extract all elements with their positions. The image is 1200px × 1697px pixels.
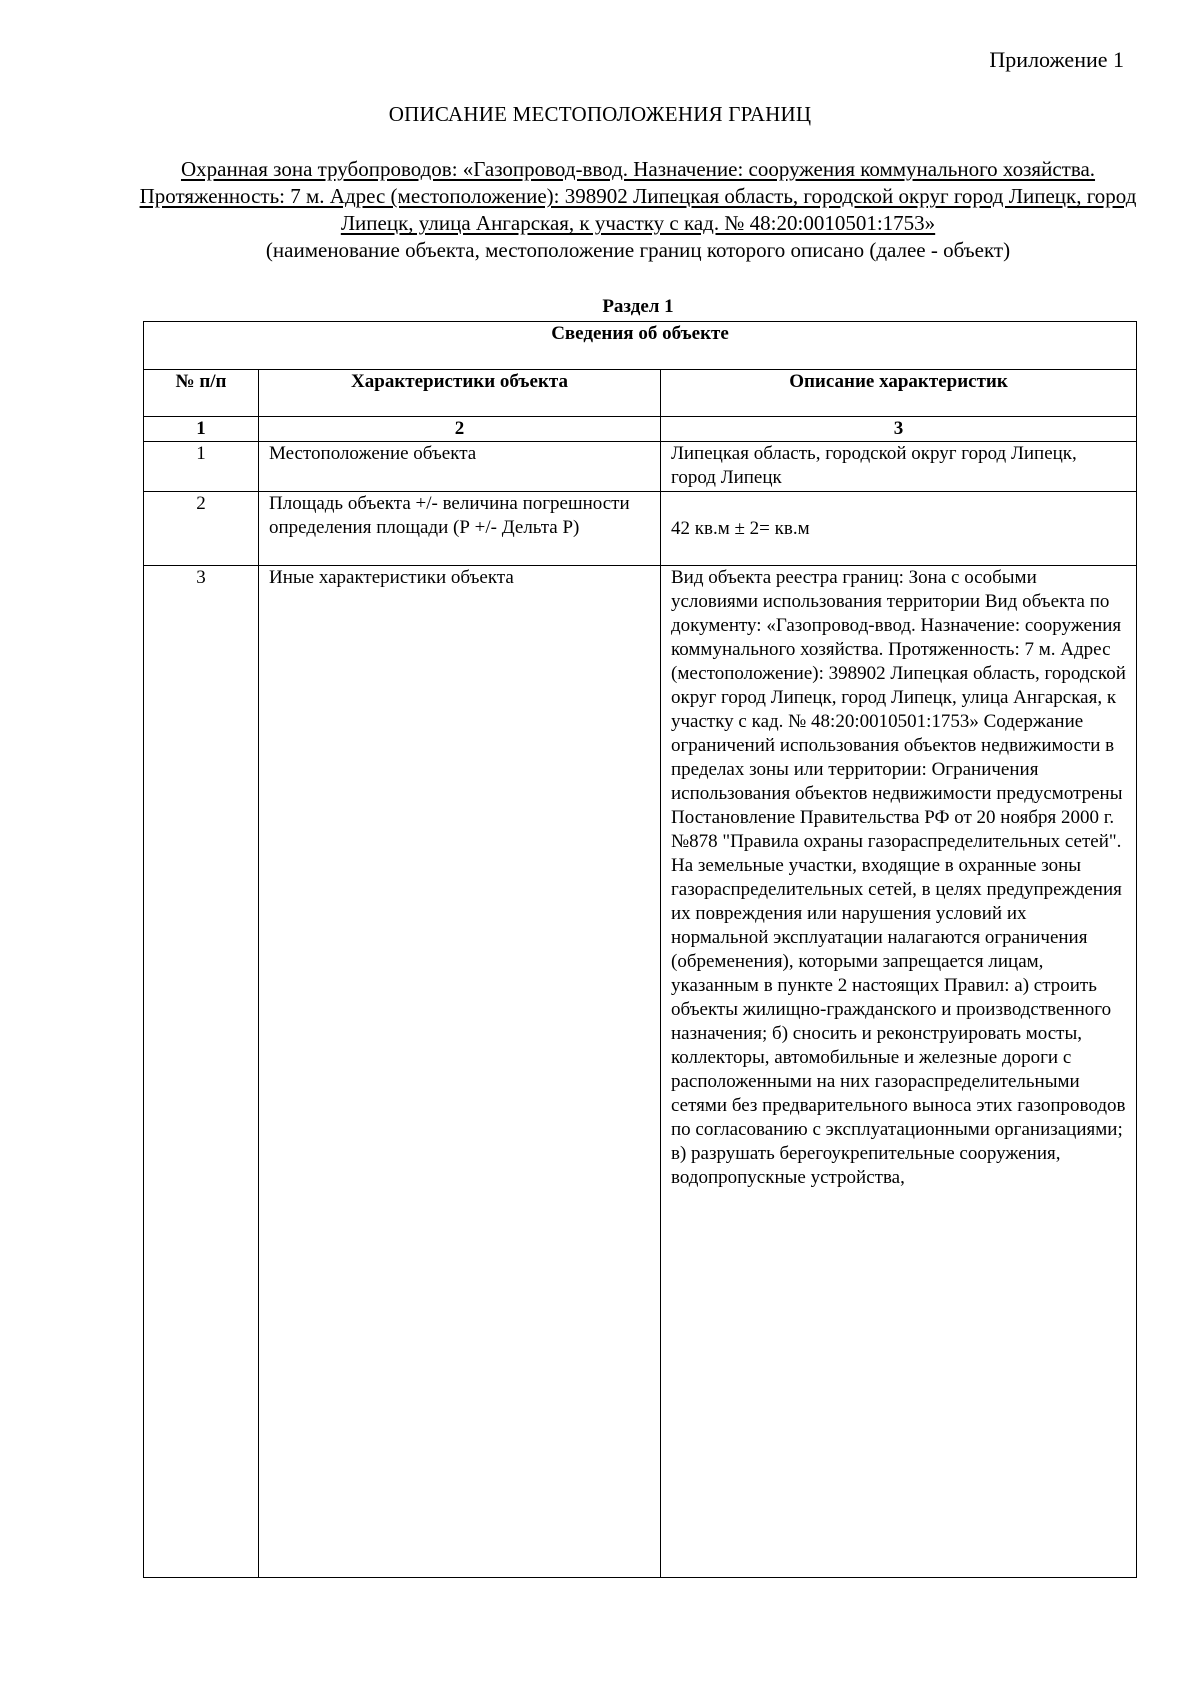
row-description: 42 кв.м ± 2= кв.м bbox=[661, 492, 1137, 566]
column-header-characteristic: Характеристики объекта bbox=[259, 370, 661, 417]
object-info-table bbox=[143, 321, 1137, 1578]
column-header-row bbox=[144, 370, 1137, 417]
row-number: 3 bbox=[144, 566, 259, 1578]
table-row bbox=[144, 566, 1137, 1578]
table-title-row bbox=[144, 322, 1137, 370]
column-number-row bbox=[144, 417, 1137, 442]
table-title: Сведения об объекте bbox=[144, 322, 1137, 370]
column-number-3: 3 bbox=[661, 417, 1137, 442]
object-caption: (наименование объекта, местоположение границ которого описано (далее - объект) bbox=[265, 238, 1011, 262]
appendix-label: Приложение 1 bbox=[989, 47, 1124, 72]
document-title: ОПИСАНИЕ МЕСТОПОЛОЖЕНИЯ ГРАНИЦ bbox=[388, 102, 812, 126]
column-header-number: № п/п bbox=[144, 370, 259, 417]
table-row bbox=[144, 492, 1137, 566]
row-number: 2 bbox=[144, 492, 259, 566]
column-number-2: 2 bbox=[259, 417, 661, 442]
column-header-description: Описание характеристик bbox=[661, 370, 1137, 417]
row-number: 1 bbox=[144, 442, 259, 492]
row-characteristic: Иные характеристики объекта bbox=[259, 566, 661, 1578]
row-description: Вид объекта реестра границ: Зона с особыми условиями использования территории Вид объекта по документу: «Газопровод-ввод. Назначение: сооружения коммунального хозяйства. Протяженность: 7 м. Адрес (местоположение): 398902 Липецкая область, городской округ город Липецк, город Липецк, улица Ангарская, к участку с кад. № 48:20:0010501:1753» Содержание ограничений использования объектов недвижимости в пределах зоны или территории: Ограничения использования объектов недвижимости предусмотрены Постановление Правительства РФ от 20 ноября 2000 г. №878 "Правила охраны газораспределительных сетей". На земельные участки, входящие в охранные зоны газораспределительных сетей, в целях предупреждения их повреждения или нарушения условий их нормальной эксплуатации налагаются ограничения (обременения), которыми запрещается лицам, указанным в пункте 2 настоящих Правил: а) строить объекты жилищно-гражданского и производственного назначения; б) сносить и реконструировать мосты, коллекторы, автомобильные и железные дороги с расположенными на них газораспределительными сетями без предварительного выноса этих газопроводов по согласованию с эксплуатационными организациями; в) разрушать берегоукрепительные сооружения, водопропускные устройства, bbox=[661, 566, 1137, 1578]
row-characteristic: Местоположение объекта bbox=[259, 442, 661, 492]
object-name bbox=[138, 156, 1138, 237]
row-description: Липецкая область, городской округ город Липецк, город Липецк bbox=[661, 442, 1137, 492]
section-title: Раздел 1 bbox=[602, 296, 674, 317]
table-row bbox=[144, 442, 1137, 492]
column-number-1: 1 bbox=[144, 417, 259, 442]
row-characteristic: Площадь объекта +/- величина погрешности определения площади (Р +/- Дельта Р) bbox=[259, 492, 661, 566]
object-name-text: Охранная зона трубопроводов: «Газопровод-ввод. Назначение: сооружения коммунального хозяйства. Протяженность: 7 м. Адрес (местоположение): 398902 Липецкая область, городской округ город Липецк, город Липецк, улица Ангарская, к участку с кад. № 48:20:0010501:1753» bbox=[139, 157, 1137, 235]
